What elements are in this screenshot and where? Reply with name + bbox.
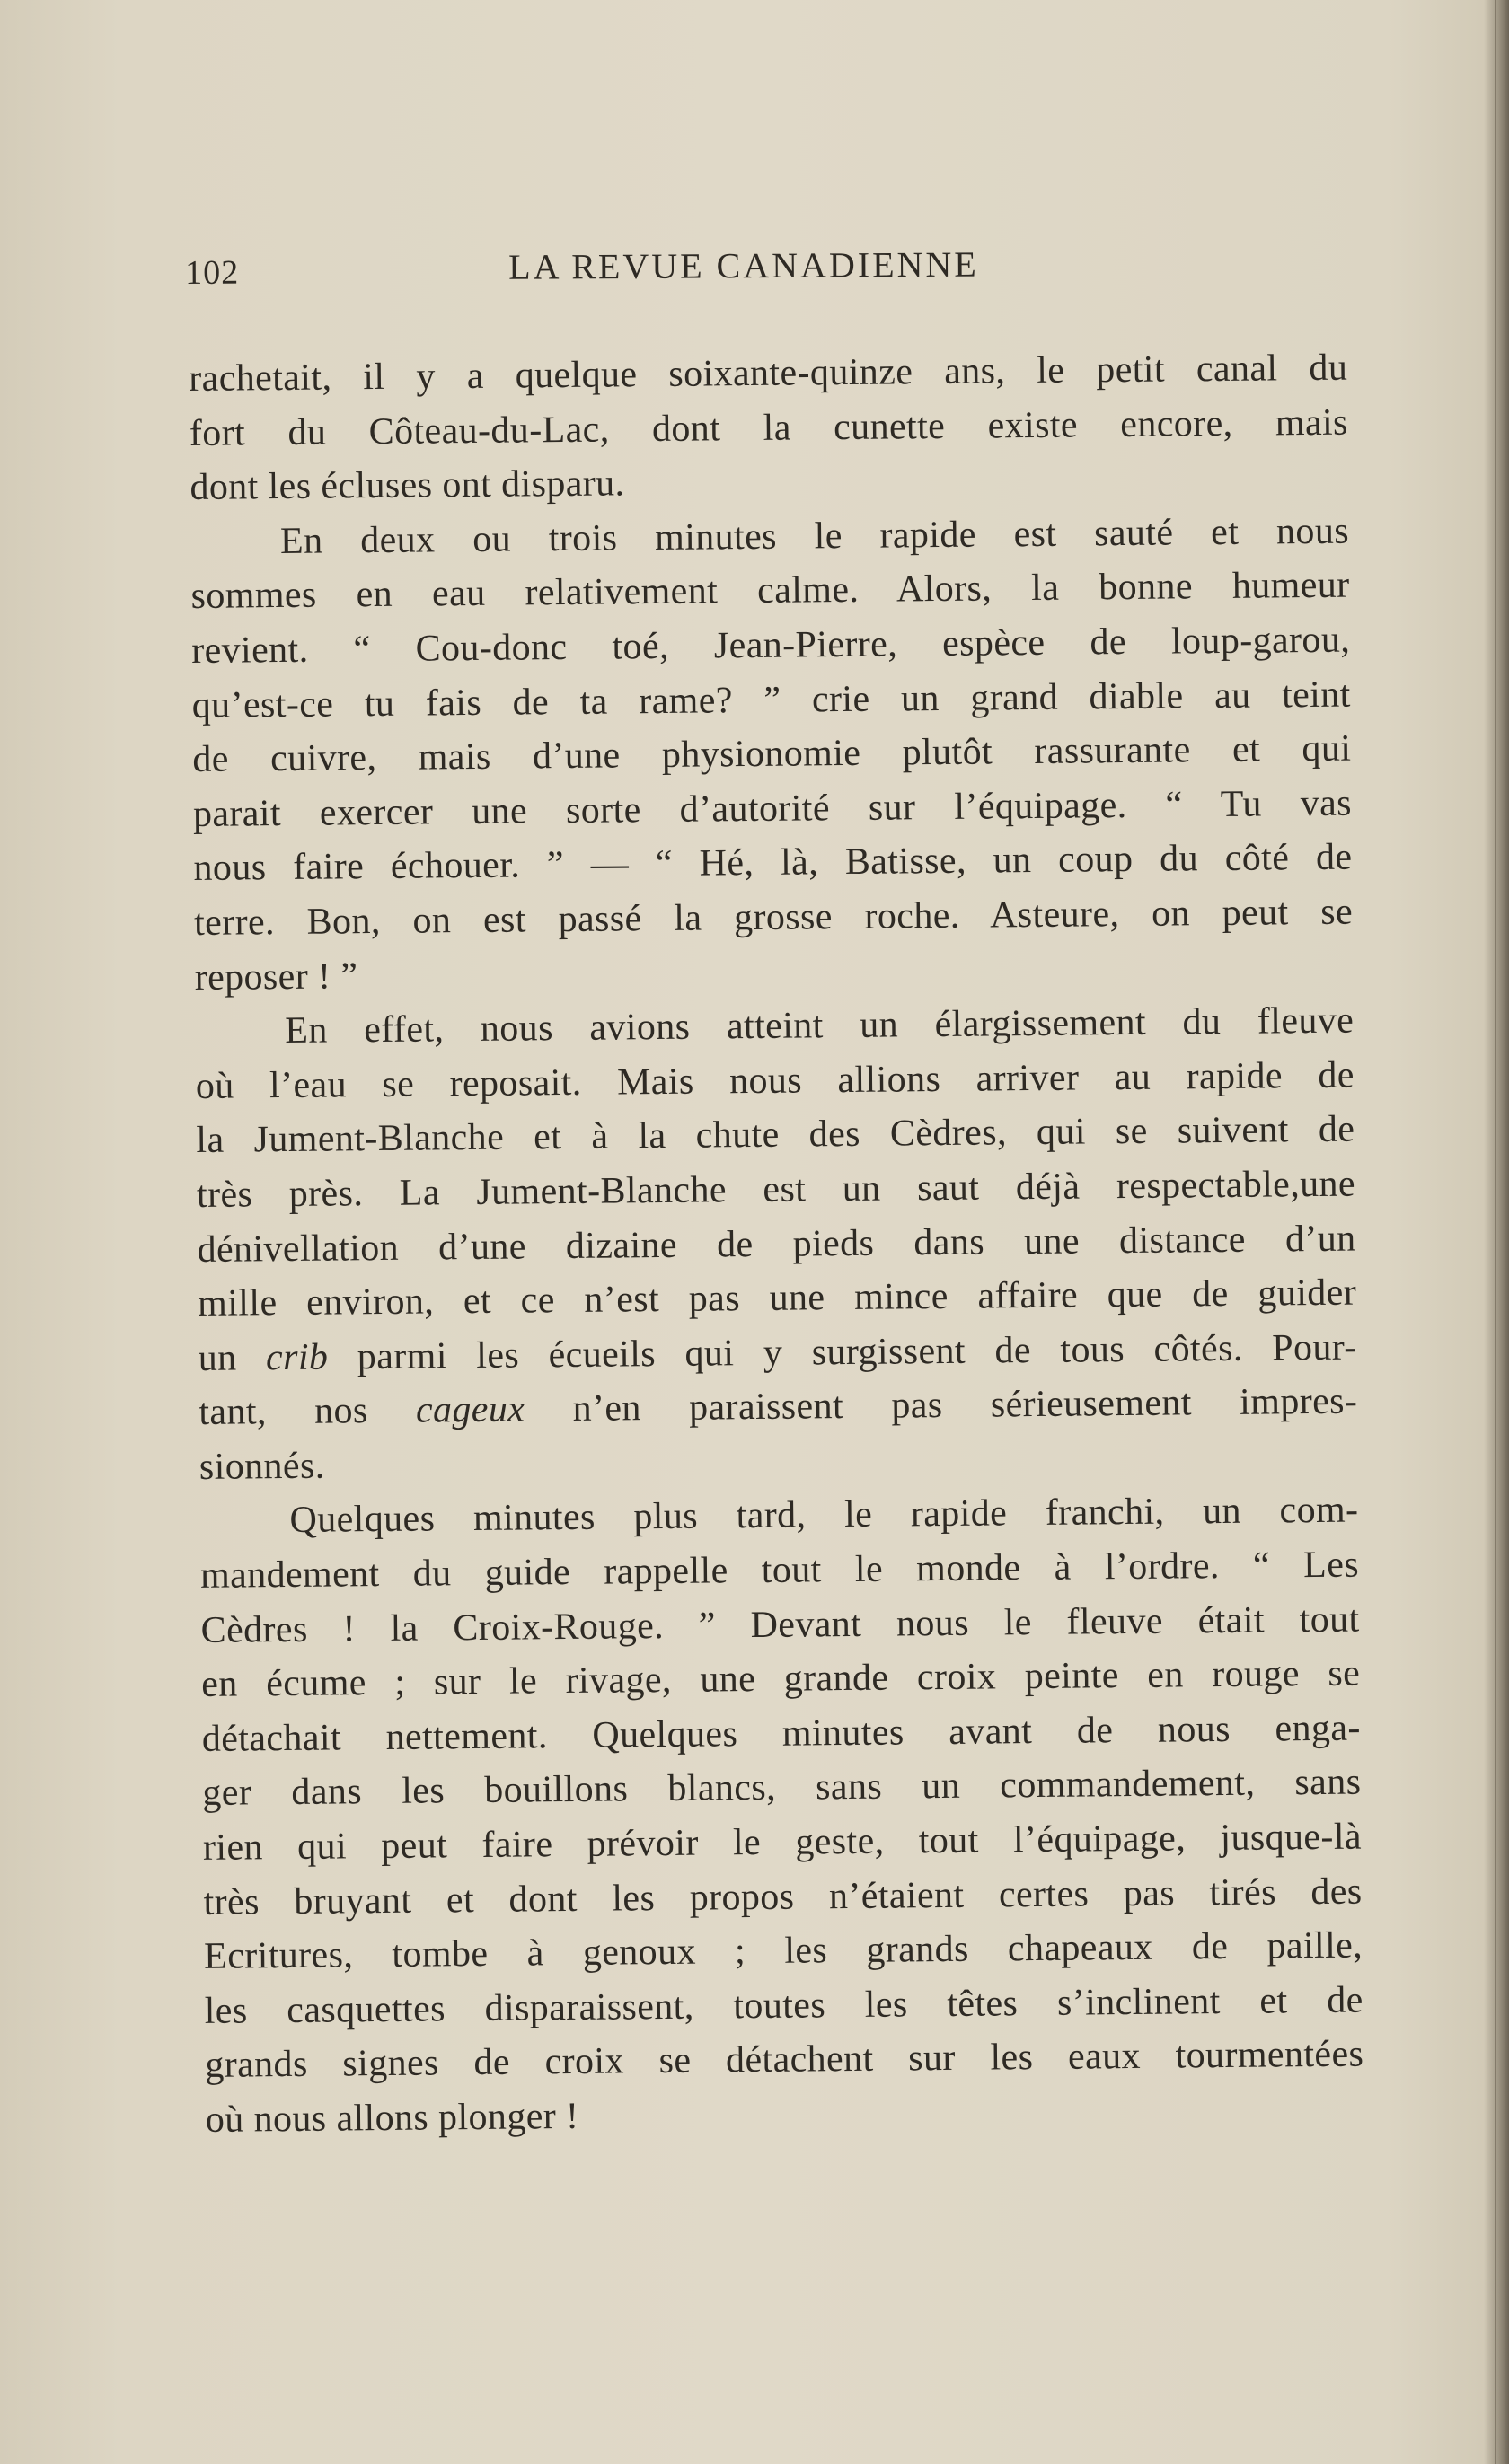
text-line: revient. “ Cou-donc toé, Jean-Pierre, espèce de loup-garou, [190,619,1351,672]
text-line: Quelques minutes plus tard, le rapide franchi, un com- [289,1490,1359,1542]
text-line: la Jument-Blanche et à la chute des Cèdres, qui se suivent de [196,1108,1355,1162]
text-line: dénivellation d’une dizaine de pieds dans une distance d’un [197,1218,1356,1271]
text-line: ger dans les bouillons blancs, sans un commandement, sans [202,1761,1362,1815]
text-line: de cuivre, mais d’une physionomie plutôt rassurante et qui [192,727,1352,781]
text-line: détachait nettement. Quelques minutes avant de nous enga- [201,1707,1361,1760]
italic-term-crib: crib [265,1336,329,1378]
body-text [189,341,1364,2148]
text-run: parmi les écueils qui y surgissent de tous côtés. Pour- [328,1326,1357,1378]
text-line: dont les écluses ont disparu. [190,462,625,509]
text-line: les casquettes disparaissent, toutes les têtes s’inclinent et de [204,1979,1363,2032]
italic-term-cageux: cageux [415,1388,525,1431]
text-line: mille environ, et ce n’est pas une mince affaire que de guider [197,1272,1357,1325]
text-line: Cèdres ! la Croix-Rouge. ” Devant nous le fleuve était tout [200,1598,1360,1651]
text-line: En effet, nous avions atteint un élargissement du fleuve [285,999,1355,1052]
text-line: terre. Bon, on est passé la grosse roche. Asteure, on peut se [193,891,1354,944]
text-line: sommes en eau relativement calme. Alors, la bonne humeur [190,564,1350,618]
text-line: sionnés. [199,1445,325,1488]
text-line: où l’eau se reposait. Mais nous allions arriver au rapide de [195,1054,1355,1107]
text-run: n’en paraissent pas sérieusement impres- [525,1380,1358,1430]
text-line: très bruyant et dont les propos n’étaient certes pas tirés des [203,1870,1363,1923]
text-line: rien qui peut faire prévoir le geste, tout l’équipage, jusque-là [202,1816,1363,1869]
text-line: Ecritures, tombe à genoux ; les grands chapeaux de paille, [203,1924,1363,1978]
text-line: où nous allons plonger ! [205,2095,579,2141]
text-run: un [198,1336,267,1379]
text-run: tant, nos [199,1389,417,1434]
text-line: mandement du guide rappelle tout le monde à l’ordre. “ Les [199,1544,1360,1597]
journal-title: LA REVUE CANADIENNE [508,243,979,287]
text-line: En deux ou trois minutes le rapide est sauté et nous [279,510,1350,562]
text-line: grands signes de croix se détachent sur les eaux tourmentées [205,2033,1364,2087]
text-line: parait exercer une sorte d’autorité sur l’équipage. “ Tu vas [192,782,1353,835]
page-number: 102 [185,253,240,292]
text-line: en écume ; sur le rivage, une grande croix peinte en rouge se [201,1652,1361,1706]
running-head [185,237,1362,298]
page-edge-line [1495,0,1496,2464]
text-line: fort du Côteau-du-Lac, dont la cunette existe encore, mais [189,401,1349,454]
text-line: rachetait, il y a quelque soixante-quinze ans, le petit canal du [189,347,1348,400]
text-line: nous faire échouer. ” — “ Hé, là, Batisse, un coup du côté de [193,836,1353,890]
text-line: reposer ! ” [194,955,358,999]
text-line: qu’est-ce tu fais de ta rame? ” crie un grand diable au teint [191,673,1351,726]
text-line: très près. La Jument-Blanche est un saut déjà respectable,une [196,1163,1356,1216]
page-edge-shadow [1484,0,1509,2464]
text-line [199,1375,1358,1440]
